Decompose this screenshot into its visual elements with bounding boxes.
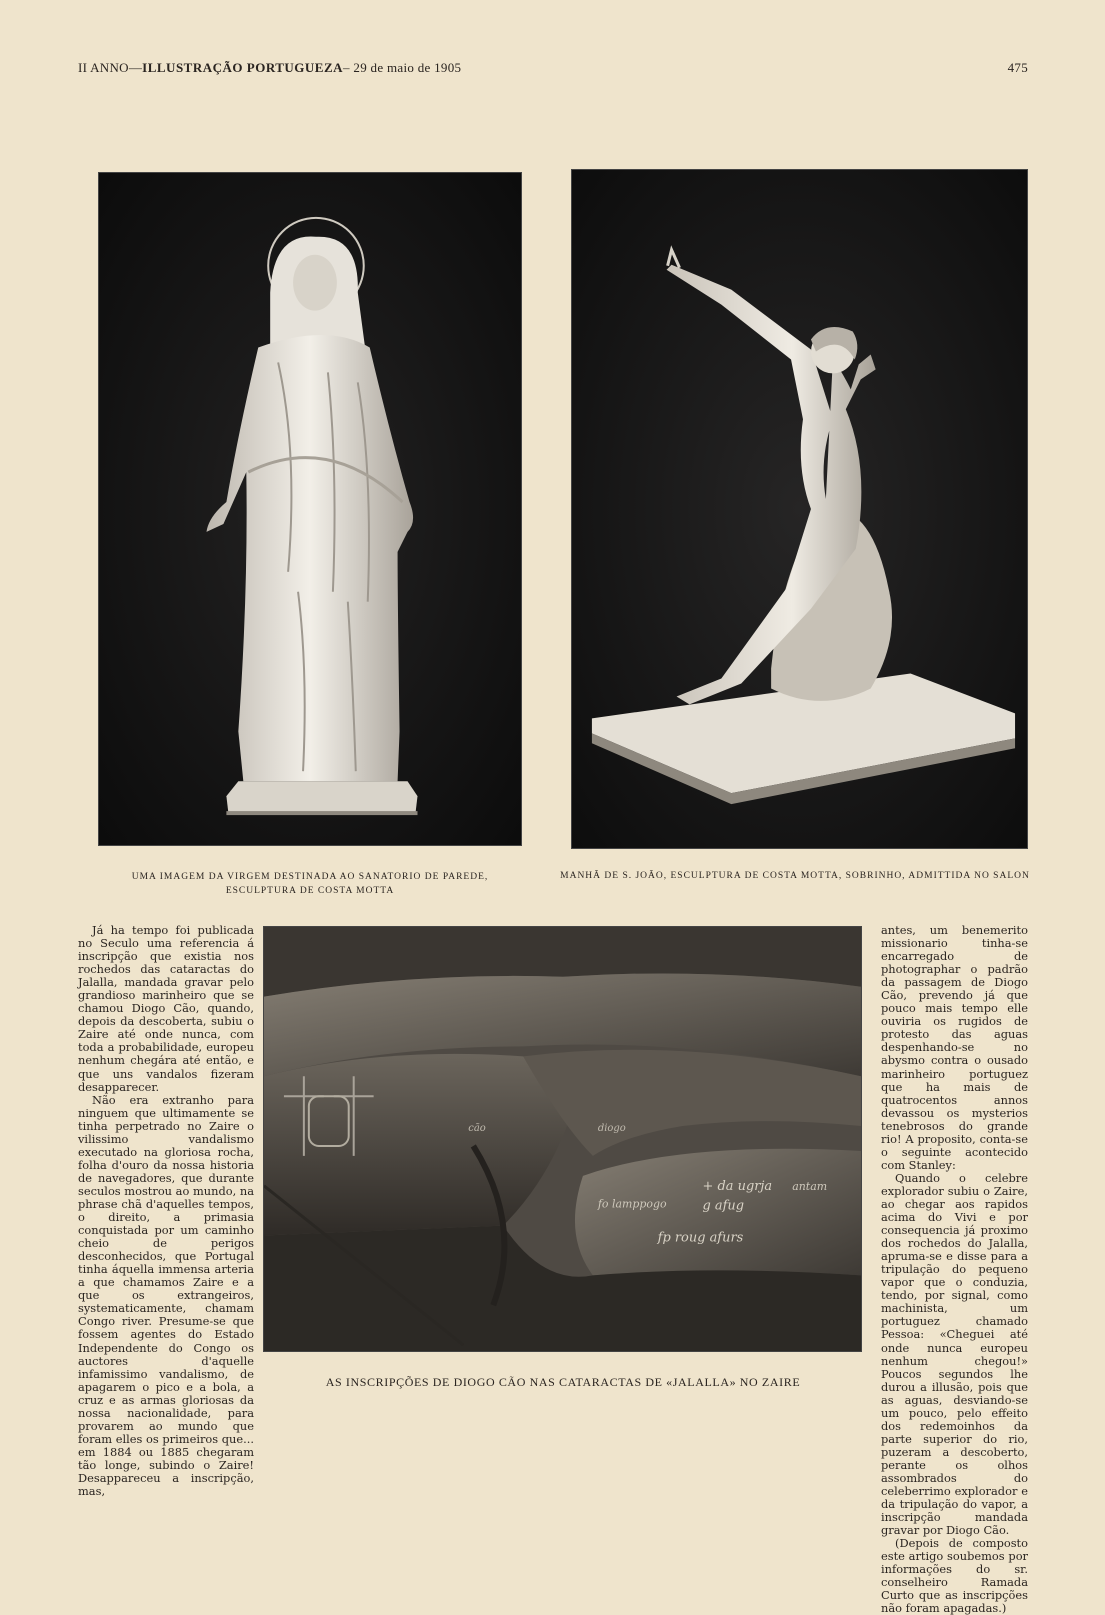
inscription-word: fp roug afurs bbox=[657, 1230, 744, 1246]
inscription-word: diogo bbox=[597, 1123, 626, 1135]
issue-date: – 29 de maio de 1905 bbox=[343, 60, 462, 75]
inscription-word: antam bbox=[792, 1179, 828, 1193]
article-right-column bbox=[881, 924, 1028, 1615]
article-paragraph: Não era extranho para ninguem que ultimamente se tinha perpetrado no Zaire o vilissimo vandalismo executado na gloriosa rocha, folha d'ouro da nossa historia de navegadores, que durante seculos mostrou ao mundo, na phrase chã d'aquelles tempos, o direito, a primasia conquistada por um caminho cheio de perigos desconhecidos, que Portugal tinha áquella immensa arteria a que chamamos Zaire e a que os extrangeiros, systematicamente, chamam Congo river. Presume-se que fossem agentes do Estado Independente do Congo os auctores d'aquelle infamissimo vandalismo, de apagarem o pico e a bola, a cruz e as armas gloriosas da nossa nacionalidade, para provarem ao mundo que foram elles os primeiros que... em 1884 ou 1885 chegaram tão longe, subindo o Zaire! Desappareceu a inscripção, mas, bbox=[78, 1092, 254, 1499]
inscription-word: + da ugrja bbox=[702, 1178, 773, 1194]
caption-virgin-statue: UMA IMAGEM DA VIRGEM DESTINADA AO SANATORIO DE PAREDE, ESCULPTURA DE COSTA MOTTA bbox=[131, 872, 489, 896]
inscription-word: cão bbox=[468, 1123, 486, 1135]
page-number: 475 bbox=[1007, 60, 1028, 75]
caption-inscriptions: AS INSCRIPÇÕES DE DIOGO CÃO NAS CATARACTAS DE «JALALLA» NO ZAIRE bbox=[325, 1375, 801, 1389]
page-header bbox=[78, 60, 1028, 80]
article-paragraph: Já ha tempo foi publicada no Seculo uma referencia á inscripção que existia nos rochedos das cataractas do Jalalla, mandada gravar pelo grandioso marinheiro que se chamou Diogo Cão, quando, depois da descoberta, subiu o Zaire até onde nunca, com toda a probabilidade, europeu nenhum chegára até então, e que uns vandalos fizeram desapparecer. bbox=[78, 923, 254, 1094]
article-paragraph: antes, um benemerito missionario tinha-se encarregado de photographar o padrão da passagem de Diogo Cão, prevendo já que pouco mais tempo elle ouviria os rugidos de protesto das aguas despenhando-se no abysmo contra o ousado marinheiro portuguez que ha mais de quatrocentos annos devassou os mysterios tenebrosos do grande rio! A proposito, conta-se o seguinte acontecido com Stanley: bbox=[881, 923, 1028, 1172]
article-paragraph: (Depois de composto este artigo soubemos por informações do sr. conselheiro Ramada Curto que as inscripções não foram apagadas.) bbox=[881, 1536, 1028, 1615]
inscription-word: g afug bbox=[702, 1198, 745, 1214]
article-paragraph: Quando o celebre explorador subiu o Zaire, ao chegar aos rapidos acima do Vivi e por consequencia já proximo dos rochedos do Jalalla, apruma-se e disse para a tripulação do pequeno vapor que o conduzia, tendo, por signal, como machinista, um portuguez chamado Pessoa: «Cheguei até onde nunca europeu nenhum chegou!» Poucos segundos lhe durou a illusão, pois que as aguas, desviando-se um pouco, pelo effeito dos redemoinhos da parte superior do rio, puzeram a descoberto, perante os olhos assombrados do celeberrimo explorador e da tripulação do vapor, a inscripção mandada gravar por Diogo Cão. bbox=[881, 1170, 1028, 1538]
volume-label: II ANNO— bbox=[78, 60, 143, 75]
virgin-statue-photo bbox=[98, 172, 522, 846]
header-left bbox=[78, 60, 461, 76]
inscription-word: fo lamppogo bbox=[597, 1197, 667, 1211]
article-left-column bbox=[78, 924, 254, 1498]
magazine-title: ILLUSTRAÇÃO PORTUGUEZA bbox=[142, 60, 344, 75]
caption-manha-sao-joao: MANHÃ DE S. JOÃO, ESCULPTURA DE COSTA MOTTA, SOBRINHO, ADMITTIDA NO SALON bbox=[560, 871, 1030, 881]
inscriptions-rock-photo bbox=[263, 926, 862, 1352]
manha-sao-joao-photo bbox=[571, 169, 1028, 849]
